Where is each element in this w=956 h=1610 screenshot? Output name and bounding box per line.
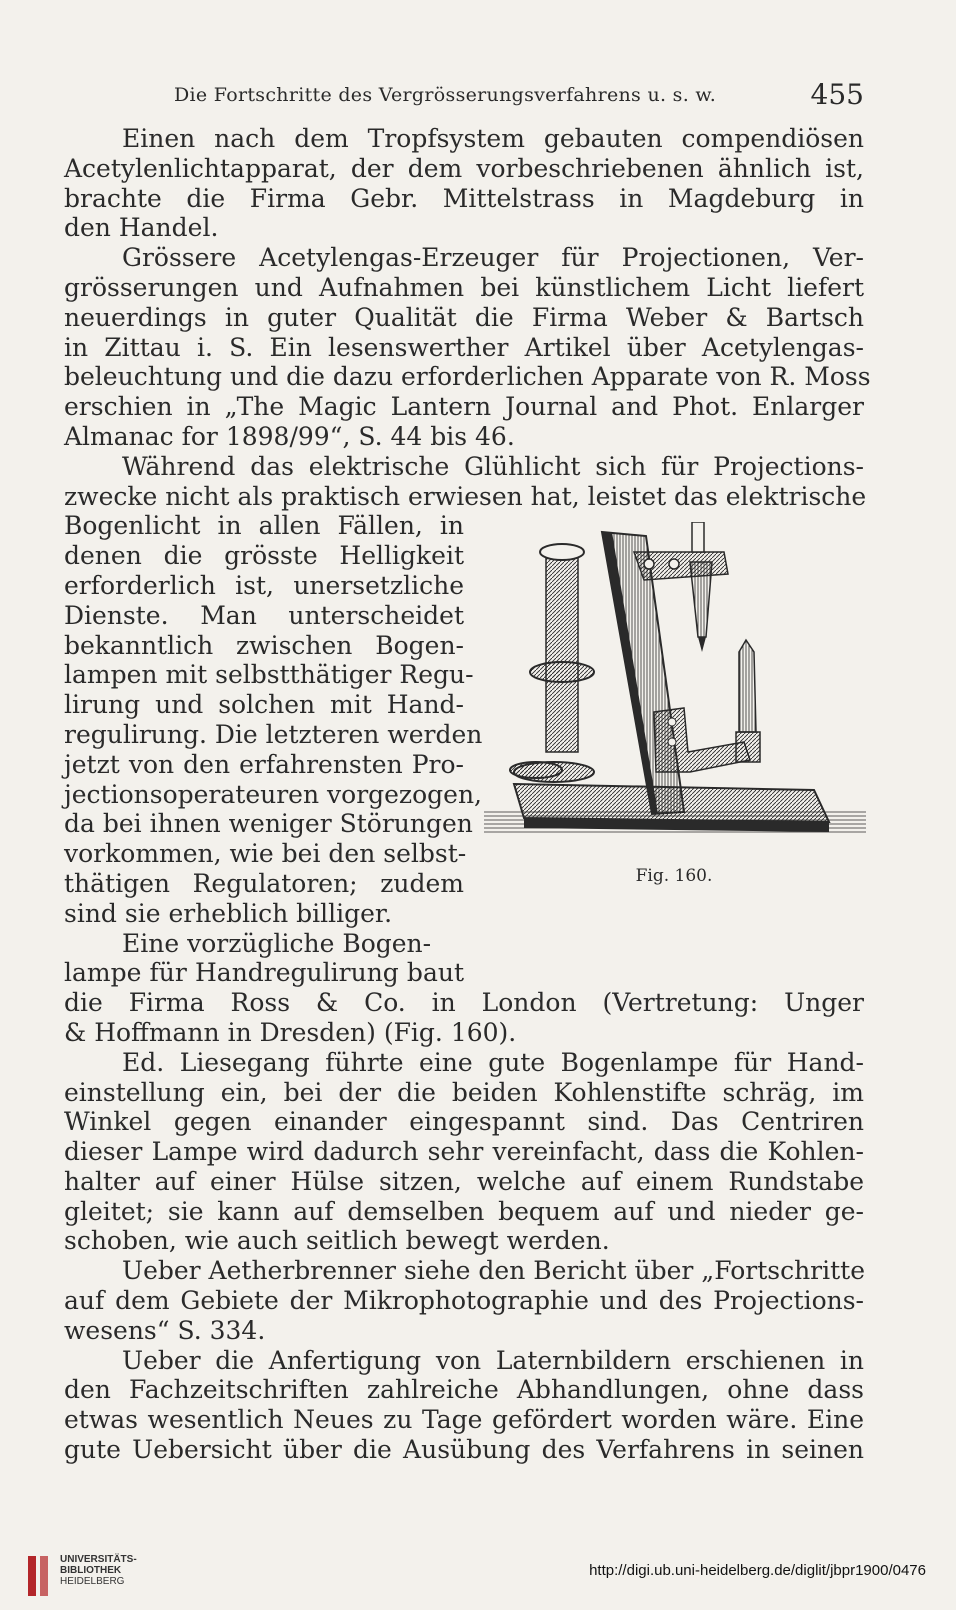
text-line: bekanntlich zwischen Bogen- (64, 630, 464, 660)
figure-160 (484, 522, 866, 892)
text-line: Eine vorzügliche Bogen- (122, 928, 432, 958)
text-line: lampe für Handregulirung baut (64, 958, 464, 988)
text-line: da bei ihnen weniger Störungen (64, 809, 473, 839)
text-line: Almanac for 1898/99“, S. 44 bis 46. (64, 421, 515, 451)
text-line: vorkommen, wie bei den selbst- (64, 839, 467, 869)
text-line: Bogenlicht in allen Fällen, in (64, 511, 464, 541)
text-line: gleitet; sie kann auf demselben bequem auf und nieder ge- (64, 1196, 864, 1226)
text-line: gute Uebersicht über die Ausübung des Verfahrens in seinen (64, 1435, 864, 1465)
text-line: & Hoffmann in Dresden) (Fig. 160). (64, 1017, 517, 1047)
text-line: halter auf einer Hülse sitzen, welche auf einem Rundstabe (64, 1166, 864, 1196)
text-line: Ueber Aetherbrenner siehe den Bericht über „Fortschritte (122, 1256, 866, 1286)
paragraph-5 (64, 1048, 864, 1257)
text-line: den Fachzeitschriften zahlreiche Abhandlungen, ohne dass (64, 1375, 864, 1405)
text-line: jectionsoperateuren vorgezogen, (64, 779, 483, 809)
logo-line: UNIVERSITÄTS- (60, 1554, 137, 1565)
text-line: einstellung ein, bei der die beiden Kohlenstifte schräg, im (64, 1077, 864, 1107)
logo-line: BIBLIOTHEK (60, 1565, 122, 1576)
paragraph-7 (64, 1346, 864, 1465)
footer (0, 1548, 956, 1610)
text-line: Während das elektrische Glühlicht sich für Projections- (122, 451, 864, 481)
text-line: sind sie erheblich billiger. (64, 898, 393, 928)
paragraph-1 (64, 124, 864, 243)
text-line: Dienste. Man unterscheidet (64, 600, 464, 630)
text-line: erschien in „The Magic Lantern Journal and Phot. Enlarger (64, 392, 864, 422)
source-url-link[interactable]: http://digi.ub.uni-heidelberg.de/diglit/jbpr1900/0476 (589, 1562, 926, 1579)
text-line: in Zittau i. S. Ein lesenswerther Artikel über Acetylengas- (64, 332, 864, 362)
text-line: denen die grösste Helligkeit (64, 541, 464, 571)
text-line: erforderlich ist, unersetzliche (64, 570, 464, 600)
library-logo (26, 1548, 176, 1608)
text-line: zwecke nicht als praktisch erwiesen hat, leistet das elektrische (64, 481, 867, 511)
text-line: etwas wesentlich Neues zu Tage gefördert worden wäre. Eine (64, 1405, 864, 1435)
text-line: Ed. Liesegang führte eine gute Bogenlampe für Hand- (122, 1047, 864, 1077)
text-line: auf dem Gebiete der Mikrophotographie und des Projections- (64, 1286, 864, 1316)
text-line: lampen mit selbstthätiger Regu- (64, 660, 474, 690)
text-line: lirung und solchen mit Hand- (64, 690, 464, 720)
library-logo-text (60, 1554, 137, 1587)
text-line: Ueber die Anfertigung von Laternbildern erschienen in (122, 1345, 864, 1375)
paragraph-2 (64, 243, 871, 452)
text-line: regulirung. Die letzteren werden (64, 719, 483, 749)
text-line: Acetylenlichtapparat, der dem vorbeschriebenen ähnlich ist, (64, 153, 864, 183)
logo-line: HEIDELBERG (60, 1576, 125, 1587)
running-head-title: Die Fortschritte des Vergrösserungsverfahrens u. s. w. (174, 84, 717, 106)
text-line: brachte die Firma Gebr. Mittelstrass in Magdeburg in (64, 183, 864, 213)
text-line: dieser Lampe wird dadurch sehr vereinfacht, dass die Kohlen- (64, 1137, 864, 1167)
library-logo-icon (26, 1552, 56, 1600)
page-number: 455 (810, 78, 864, 111)
text-line: schoben, wie auch seitlich bewegt werden. (64, 1226, 610, 1256)
text-line: wesens“ S. 334. (64, 1315, 266, 1345)
figure-caption: Fig. 160. (635, 866, 713, 886)
running-header (64, 78, 864, 118)
text-line: den Handel. (64, 213, 219, 243)
text-line: jetzt von den erfahrensten Pro- (64, 749, 464, 779)
text-line: neuerdings in guter Qualität die Firma Weber & Bartsch (64, 302, 864, 332)
text-line: die Firma Ross & Co. in London (Vertretung: Unger (64, 988, 864, 1018)
paragraph-6 (64, 1256, 864, 1345)
text-line: Einen nach dem Tropfsystem gebauten compendiösen (122, 124, 864, 153)
arc-lamp-illustration (484, 522, 866, 862)
text-line: thätigen Regulatoren; zudem (64, 868, 464, 898)
text-line: grösserungen und Aufnahmen bei künstlichem Licht liefert (64, 272, 864, 302)
paragraph-4 (64, 929, 864, 1048)
text-line: Grössere Acetylengas-Erzeuger für Projectionen, Ver- (122, 243, 864, 273)
text-line: Winkel gegen einander eingespannt sind. Das Centriren (64, 1107, 864, 1137)
text-line: beleuchtung und die dazu erforderlichen Apparate von R. Moss (64, 362, 871, 392)
